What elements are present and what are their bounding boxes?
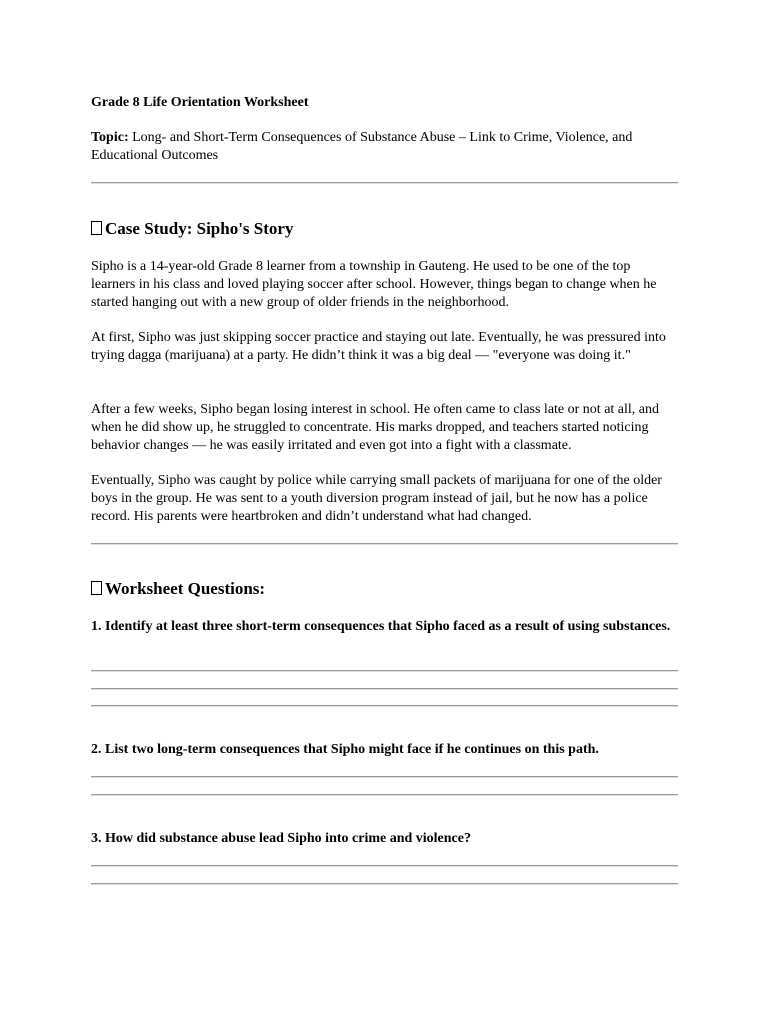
answer-line[interactable]	[91, 670, 678, 672]
question-1: 1. Identify at least three short-term consequences that Sipho faced as a result of using substances.	[91, 619, 671, 634]
missing-glyph-icon	[91, 221, 102, 235]
case-study-heading	[91, 218, 293, 240]
question-3: 3. How did substance abuse lead Sipho into crime and violence?	[91, 831, 471, 846]
divider	[91, 543, 678, 545]
topic-text: Long- and Short-Term Consequences of Substance Abuse – Link to Crime, Violence, and Educational Outcomes	[91, 130, 633, 163]
case-study-paragraph: Eventually, Sipho was caught by police while carrying small packets of marijuana for one of the older boys in the group. He was sent to a youth diversion program instead of jail, but he now has a police record. His parents were heartbroken and didn’t understand what had changed.	[91, 473, 662, 524]
answer-line[interactable]	[91, 883, 678, 885]
questions-heading	[91, 578, 265, 600]
worksheet-title: Grade 8 Life Orientation Worksheet	[91, 95, 309, 110]
answer-line[interactable]	[91, 705, 678, 707]
question-2: 2. List two long-term consequences that Sipho might face if he continues on this path.	[91, 742, 599, 757]
case-study-paragraph: Sipho is a 14-year-old Grade 8 learner from a township in Gauteng. He used to be one of the top learners in his class and loved playing soccer after school. However, things began to change when he started hanging out with a new group of older friends in the neighborhood.	[91, 259, 657, 310]
missing-glyph-icon	[91, 581, 102, 595]
topic-line	[91, 129, 678, 165]
case-study-heading-text: Case Study: Sipho's Story	[105, 219, 294, 238]
case-study-paragraph: After a few weeks, Sipho began losing interest in school. He often came to class late or not at all, and when he did show up, he struggled to concentrate. His marks dropped, and teachers started noticing behavior changes — he was easily irritated and even got into a fight with a classmate.	[91, 402, 659, 453]
answer-line[interactable]	[91, 688, 678, 690]
topic-label: Topic:	[91, 130, 129, 145]
divider	[91, 182, 678, 184]
answer-line[interactable]	[91, 794, 678, 796]
case-study-paragraph: At first, Sipho was just skipping soccer practice and staying out late. Eventually, he was pressured into trying dagga (marijuana) at a party. He didn’t think it was a big deal — "everyone was doing it."	[91, 330, 666, 363]
answer-line[interactable]	[91, 865, 678, 867]
answer-line[interactable]	[91, 776, 678, 778]
questions-heading-text: Worksheet Questions:	[105, 579, 266, 598]
